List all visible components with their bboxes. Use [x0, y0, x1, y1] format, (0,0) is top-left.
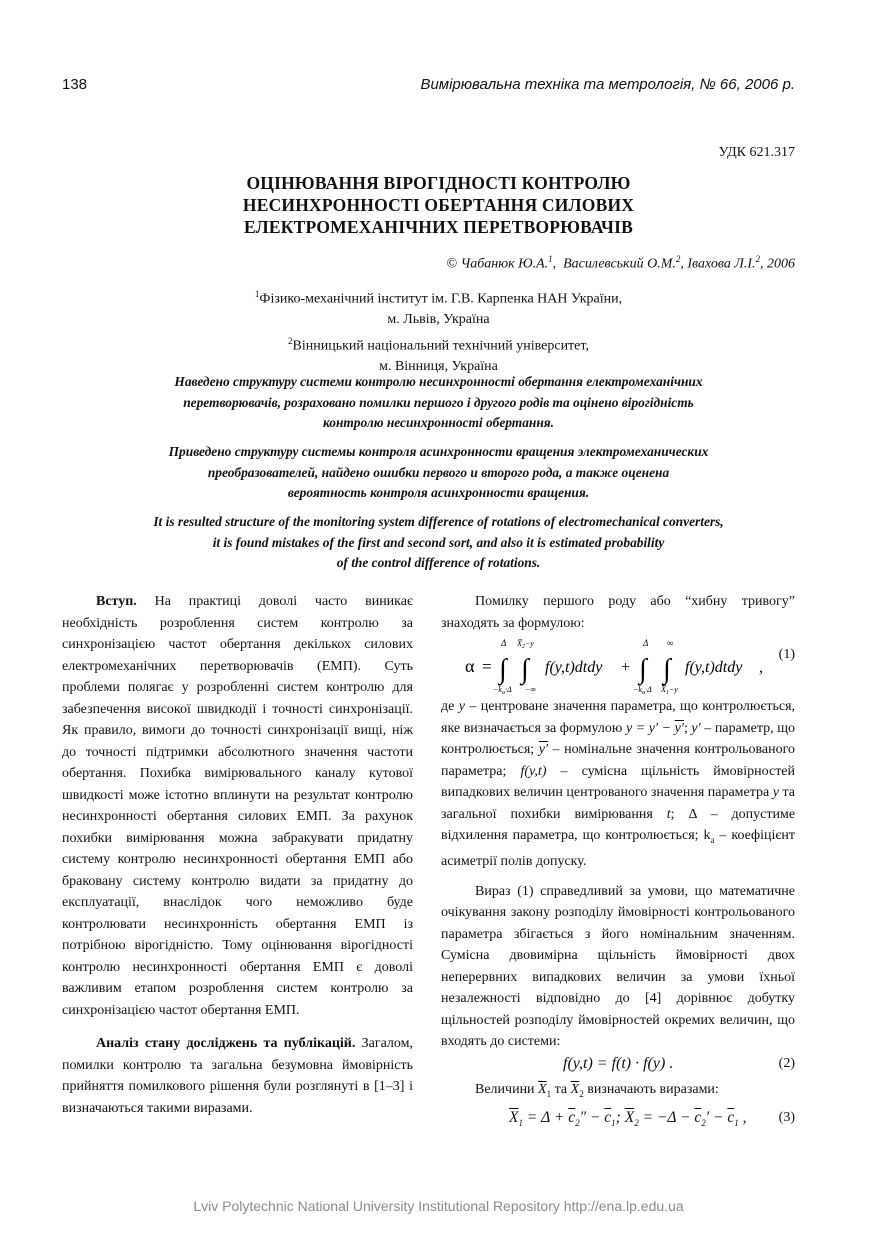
paragraph-text: – номінальне значення контрольованого параметра;	[441, 742, 796, 779]
equation-2-text: f(y,t) = f(t) · f(y) .	[563, 1054, 674, 1072]
paragraph: Помилку першого роду або “хибну тривогу” знаходять за формулою:	[441, 594, 795, 631]
left-column	[62, 591, 413, 1119]
paragraph-text: визначають виразами:	[587, 1081, 719, 1097]
paragraph-text: та	[554, 1081, 568, 1097]
copyright-symbol: ©	[446, 256, 458, 272]
paragraph: Вираз (1) справедливий за умови, що математичне очікування закону розподілу ймовірності контрольованого параметра збігається з його номінальним значенням. Сумісна двовимірна щільність ймовірності двох неперервних випадкових величин за умови їхньої незалежності відповідно до [4] дорівнює добутку щільностей розподілу ймовірностей окремих величин, що входять до системи:	[441, 883, 795, 1050]
author-name: Василевський О.М.	[563, 256, 676, 272]
svg-text:∞: ∞	[667, 638, 674, 648]
udc-code: УДК 621.317	[718, 145, 795, 160]
math-subscript: a	[710, 834, 715, 845]
affiliation-line	[0, 331, 877, 357]
svg-text:X̅1−y: $X̅_1-y$	[661, 685, 678, 696]
affiliation-mark: 1	[254, 289, 260, 299]
author-name: Чабанюк Ю.А.	[460, 256, 549, 272]
abstract-english	[0, 512, 877, 574]
svg-text:∫: ∫	[639, 654, 647, 685]
paper-title	[0, 172, 877, 238]
paragraph-text: де	[441, 699, 455, 714]
svg-text:,: ,	[759, 659, 763, 676]
svg-text:∫: ∫	[499, 654, 507, 685]
affiliation-text: Фізико-механічний інститут ім. Г.В. Карпенка НАН України,	[259, 291, 623, 307]
affiliation-line	[0, 284, 877, 310]
abstract-russian	[0, 442, 877, 504]
svg-text:−∞: −∞	[525, 685, 537, 694]
math-symbol: f(y,t)	[520, 763, 547, 779]
affiliation-line: м. Львів, Україна	[387, 312, 490, 328]
abstract-line: Наведено структуру системи контролю несинхронності обертання електромеханічних	[174, 374, 703, 389]
title-line: ЕЛЕКТРОМЕХАНІЧНИХ ПЕРЕТВОРЮВАЧІВ	[244, 217, 633, 237]
math-symbol: y	[458, 699, 465, 714]
svg-text:f(y,t)dtdy: f(y,t)dtdy	[545, 659, 603, 676]
section-heading: Аналіз стану досліджень та публікацій.	[96, 1036, 356, 1051]
affiliations	[0, 284, 877, 377]
equation-1	[441, 634, 795, 696]
paragraph-text: – коефіцієнт асиметрії полів допуску.	[441, 828, 796, 870]
author-affiliation-mark: 1	[548, 254, 553, 264]
abstract-line: контролю несинхронності обертання.	[322, 415, 555, 430]
math-symbol: y′	[691, 720, 701, 736]
svg-text:=: =	[481, 657, 493, 676]
abstract-line: Приведено структуру системы контроля асинхронности вращения электромеханических	[168, 444, 709, 459]
math-symbol: y	[772, 785, 779, 800]
math-symbol: $\overline{X}$	[538, 1081, 547, 1097]
page-number: 138	[62, 76, 88, 93]
math-symbol: Δ	[688, 806, 697, 822]
svg-text:X̅2−y: $X̅_2-y$	[517, 639, 534, 650]
paragraph-text: – центроване значення параметра, що контролюється, яке визначається за формулою	[441, 699, 796, 736]
abstract-ukrainian	[0, 372, 877, 434]
title-line: ОЦІНЮВАННЯ ВІРОГІДНОСТІ КОНТРОЛЮ	[246, 173, 631, 193]
svg-text:+: +	[620, 659, 631, 676]
svg-text:−ka·Δ: $-k_a\cdot\Delta$	[633, 685, 652, 696]
section-heading: Вступ.	[96, 594, 137, 609]
paragraph-text: – параметр, що контролюється;	[441, 720, 796, 757]
svg-text:∫: ∫	[521, 654, 529, 685]
equation-2	[441, 1053, 795, 1077]
equation-number: (1)	[778, 647, 795, 662]
title-line: НЕСИНХРОННОСТІ ОБЕРТАННЯ СИЛОВИХ	[242, 195, 635, 215]
affiliation-mark: 2	[288, 335, 293, 346]
paragraph-text: – сумісна щільність ймовірностей випадкових величин центрованого значення параметра	[441, 763, 796, 800]
paragraph: де y – центроване значення параметра, що контролюється, яке визначається за формулою y = y′ − y′; y′ – параметр, що контролюється; y′ – номінальне значення контрольованого параметра; f(y,t) – сумісна щільність ймовірностей випадкових величин центрованого значення параметра y та загальної похибки вимірювання t; Δ – допустиме відхилення параметра, що контролюється; $k_a$ – коефіцієнт асиметрії полів допуску.	[441, 699, 796, 870]
intro-paragraph	[62, 591, 413, 1021]
paragraph-text: Загалом, помилки контролю та загальна безумовна ймовірність прийняття помилкового рішення були розглянуті в [1–3] і визначаються такими виразами.	[62, 1036, 413, 1116]
paragraph: Величини $\overline{X}_1$ та $\overline{X}_2$ визначають виразами:	[475, 1081, 719, 1099]
svg-text:Δ: Δ	[643, 638, 649, 648]
abstract-line: вероятность контроля асинхронности вращения.	[287, 485, 590, 500]
equation-3	[441, 1105, 795, 1131]
paragraph-text: – допустиме відхилення параметра, що контролюється; k	[441, 806, 796, 843]
math-symbol: $\overline{X}$	[570, 1081, 580, 1097]
abstract-line: It is resulted structure of the monitoring system difference of rotations of electromechanical converters,	[153, 514, 724, 529]
journal-header: Вимірювальна техніка та метрологія, № 66, 2006 р.	[420, 76, 795, 93]
affiliation-line: м. Вінниця, Україна	[379, 358, 498, 374]
math-symbol: t	[666, 806, 671, 822]
repository-footer: Lviv Polytechnic National University Institutional Repository http://ena.lp.edu.ua	[193, 1198, 684, 1214]
svg-text:f(y,t)dtdy: f(y,t)dtdy	[685, 659, 743, 676]
affiliation-text: Вінницький національний технічний університет,	[292, 338, 589, 354]
equation-number: (3)	[778, 1110, 795, 1126]
svg-text:Δ: Δ	[501, 638, 507, 648]
math-symbol: y′	[538, 742, 549, 757]
abstract-line: of the control difference of rotations.	[336, 555, 541, 570]
equation-number: (2)	[778, 1055, 795, 1071]
equation-1-graphic	[441, 634, 795, 696]
svg-text:∫: ∫	[663, 654, 671, 685]
abstract-line: it is found mistakes of the first and second sort, and also it is estimated probability	[212, 534, 665, 550]
svg-text:α: α	[465, 656, 475, 676]
right-column	[441, 591, 795, 1131]
paragraph-text: та загальної похибки вимірювання	[441, 785, 796, 822]
abstract-line: перетворювачів, розраховано помилки першого і другого родів та оцінено вірогідність	[183, 394, 694, 410]
author-affiliation-mark: 2	[755, 254, 760, 264]
author-name: Івахова Л.І.	[687, 256, 756, 272]
abstract-line: преобразователей, найдено ошибки первого и второго рода, а также оценена	[207, 464, 670, 480]
paragraph-text: Величини	[475, 1081, 535, 1097]
math-symbol: y = y′ − y′	[625, 720, 684, 736]
author-line: © Чабанюк Ю.А.$^1$, Василевський О.М.$^2$, Івахова Л.І.$^2$, 2006	[446, 254, 795, 272]
equation-3-text: $\overline{X}_1 = \Delta + \overline{c}_2'' - \overline{c}_1$; $\overline{X}_2 = -\Delta - \overline{c}_2' - \overline{c}_1$ ,	[509, 1109, 747, 1129]
svg-text:−ka·Δ: $-k_a\cdot\Delta$	[493, 685, 512, 696]
analysis-paragraph	[62, 1033, 413, 1119]
paragraph-text: На практиці доволі часто виникає необхідність розроблення систем контролю за синхронізацією частот обертання декількох силових електромеханічних перетворювачів (ЕМП). Суть проблеми полягає у розробленні систем контролю для забезпечення високої швидкодії і точності синхронізації. Як правило, вимоги до точності синхронізації вищі, ніж до точності підтримки абсолютного значення частоти обертання. Похибка вимірювального каналу кутової швидкості може істотно вплинути на результат контролю несинхронності обертання силових ЕМП. За рахунок похибки вимірювання можна забракувати придатну систему контролю несинхронності обертання ЕМП або браковану систему контролю видати за придатну до експлуатації, внаслідок чого неможливо буде контролювати несинхронність обертання ЕМП із потрібною вірогідністю. Тому оцінювання вірогідності контролю несинхронності обертання ЕМП є доволі важливим етапом розроблення систем контролю за синхронізацією частот обертання ЕМП.	[62, 594, 413, 1018]
author-year: 2006	[767, 256, 795, 272]
author-affiliation-mark: 2	[675, 254, 681, 264]
